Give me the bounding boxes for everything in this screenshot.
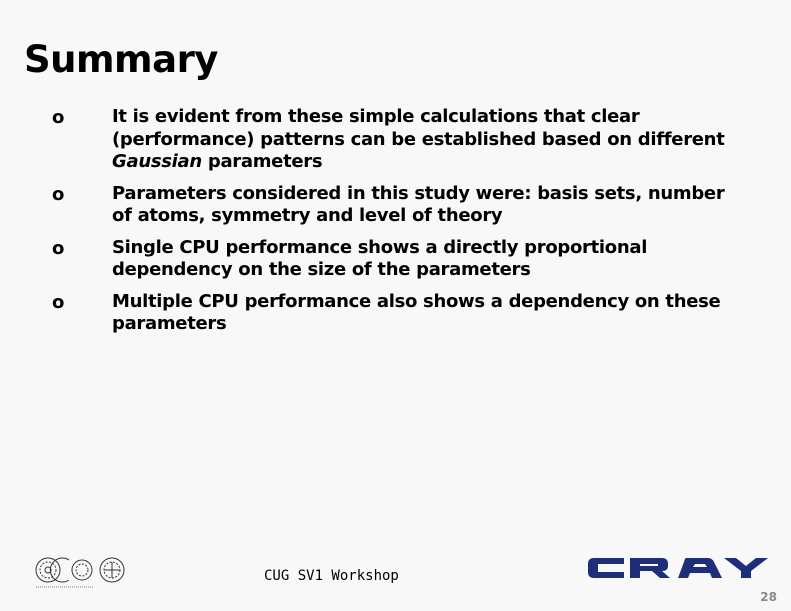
bullet-text: Single CPU performance shows a directly proportional dependency on the size of the parameters (112, 236, 648, 280)
bullet-text: Parameters considered in this study were: basis sets, number of atoms, symmetry and level of theory (112, 182, 725, 226)
seal-logos-icon (34, 552, 134, 592)
bullet-text: Multiple CPU performance also shows a dependency on these parameters (112, 290, 721, 334)
bullet-marker: o (52, 183, 65, 205)
bullet-marker: o (52, 107, 65, 128)
bullet-marker: o (52, 237, 65, 259)
gaussian-emphasis: Gaussian (112, 151, 202, 172)
footer-workshop-label: CUG SV1 Workshop (264, 568, 399, 584)
slide-title: Summary (24, 38, 218, 81)
bullet-text: It is evident from these simple calculations that clear (performance) patterns can be established based on different Gaussian parameters (112, 106, 725, 172)
bullet-item (52, 237, 752, 282)
bullet-list (52, 106, 752, 345)
bullet-item (52, 291, 752, 336)
cray-logo (586, 556, 770, 584)
bullet-marker: o (52, 291, 65, 313)
organization-logos (34, 552, 134, 596)
cray-logo-icon (586, 556, 770, 580)
bullet-item (52, 183, 752, 228)
bullet-item (52, 106, 752, 174)
page-number: 28 (760, 590, 777, 604)
